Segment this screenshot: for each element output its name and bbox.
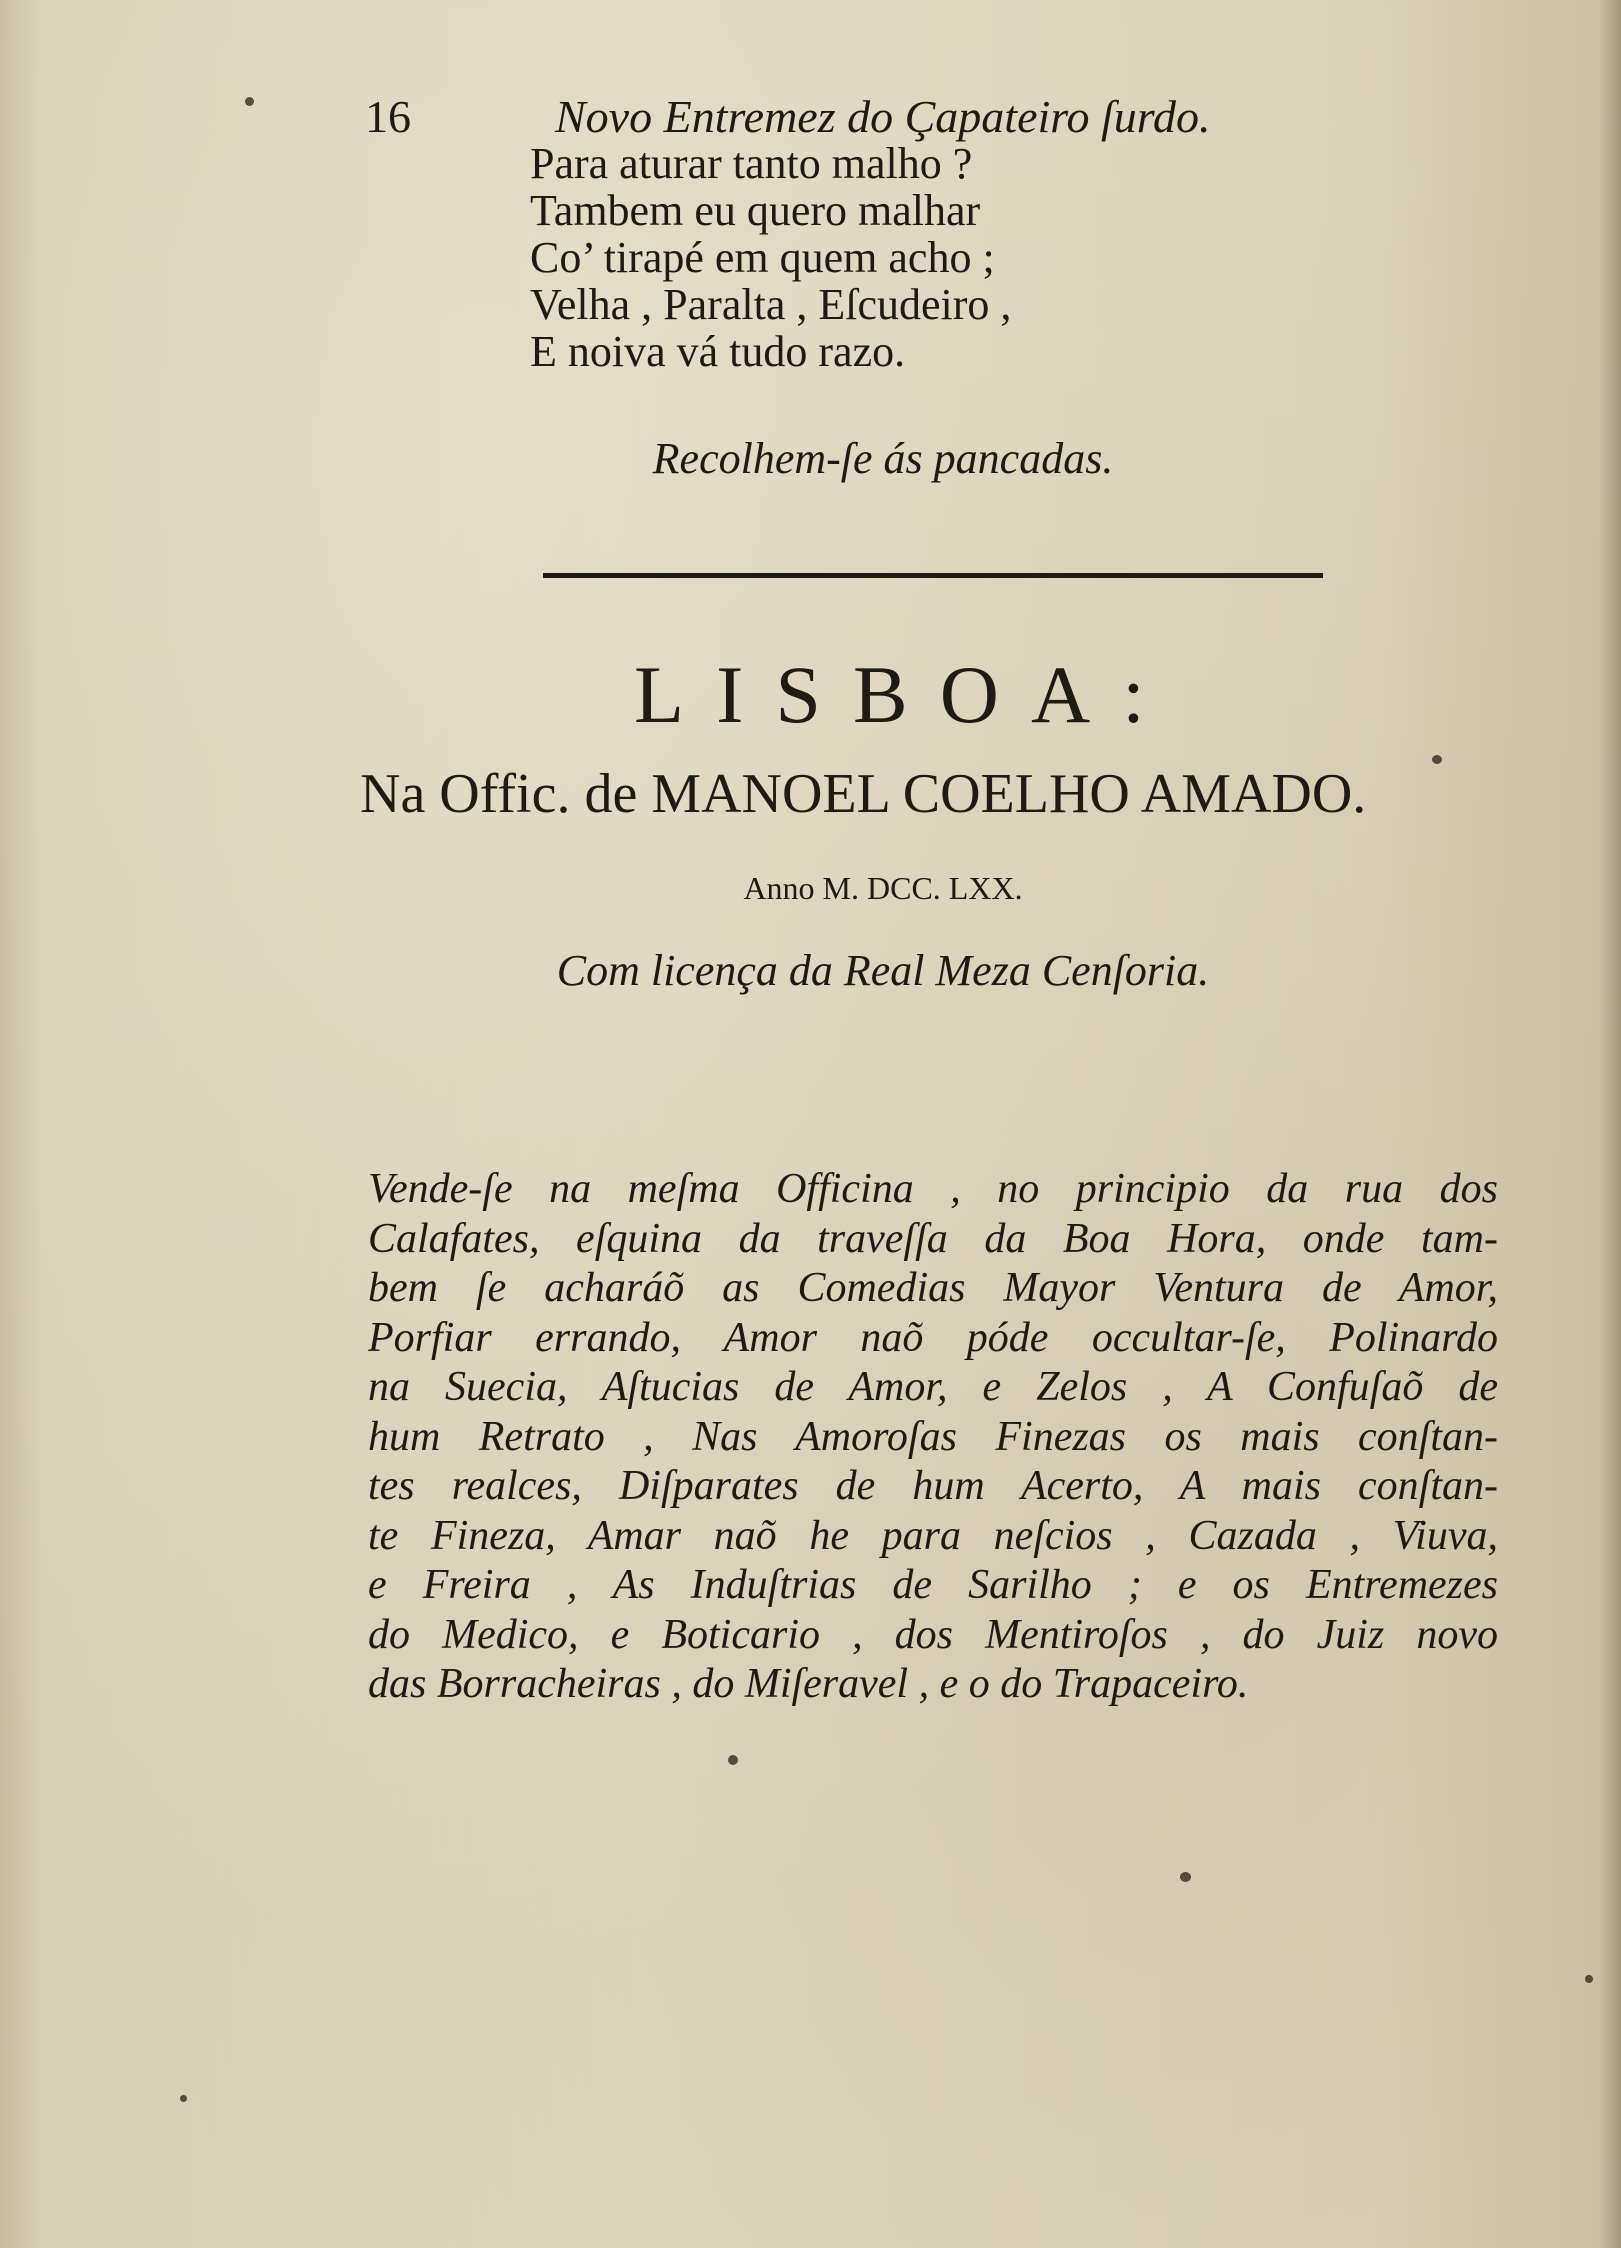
verse-line: Co’ tirapé em quem acho ; [530,233,995,282]
advertisement-line: te Fineza, Amar naõ he para neſcios , Cazada , Viuva, [368,1512,1498,1559]
foxing-spot [728,1755,738,1765]
horizontal-rule [543,573,1323,578]
imprint-printer: Na Offic. de MANOEL COELHO AMADO. [360,763,1367,825]
verse-line: Para aturar tanto malho ? [530,139,973,188]
advertisement-line: tes realces, Diſparates de hum Acerto, A mais conſtan- [368,1463,1498,1509]
verse-block [530,140,1230,375]
advertisement-line: do Medico, e Boticario , dos Mentiroſos , do Juiz novo [368,1611,1498,1658]
advertisement-line: e Freira , As Induſtrias de Sarilho ; e os Entremezes [368,1562,1498,1608]
verse-line: Tambem eu quero malhar [530,186,981,235]
advertisement-line: hum Retrato , Nas Amoroſas Finezas os mais conſtan- [368,1413,1498,1460]
verse-line: E noiva vá tudo razo. [530,327,906,376]
advertisement-line: bem ſe acharáõ as Comedias Mayor Ventura de Amor, [368,1265,1498,1311]
imprint-year: Anno M. DCC. LXX. [743,870,1023,906]
running-title: Novo Entremez do Çapateiro ſurdo. [555,91,1211,142]
page-edge-shadow-right [1599,0,1621,2248]
foxing-spot [180,2095,187,2102]
page-edge-shadow-left [0,0,40,2248]
advertisement-line: Porfiar errando, Amor naõ póde occultar-ſe, Polinardo [368,1314,1498,1361]
foxing-spot [1432,755,1442,764]
page-number: 16 [365,91,411,142]
imprint-license: Com licença da Real Meza Cenſoria. [556,946,1210,995]
foxing-spot [1180,1872,1191,1882]
advertisement-line: Calafates, eſquina da traveſſa da Boa Hora, onde tam- [368,1215,1498,1262]
stage-direction: Recolhem-ſe ás pancadas. [652,434,1114,483]
advertisement-line: na Suecia, Aſtucias de Amor, e Zelos , A Confuſaõ de [368,1364,1498,1410]
verse-line: Velha , Paralta , Eſcudeiro , [530,280,1012,329]
imprint-city: LISBOA: [634,649,1177,740]
foxing-spot [1585,1975,1593,1983]
advertisement-line: das Borracheiras , do Miſeravel , e o do Trapaceiro. [368,1661,1249,1707]
advertisement-line: Vende-ſe na meſma Officina , no principio da rua dos [368,1166,1498,1212]
advertisement-paragraph [368,1165,1498,1710]
